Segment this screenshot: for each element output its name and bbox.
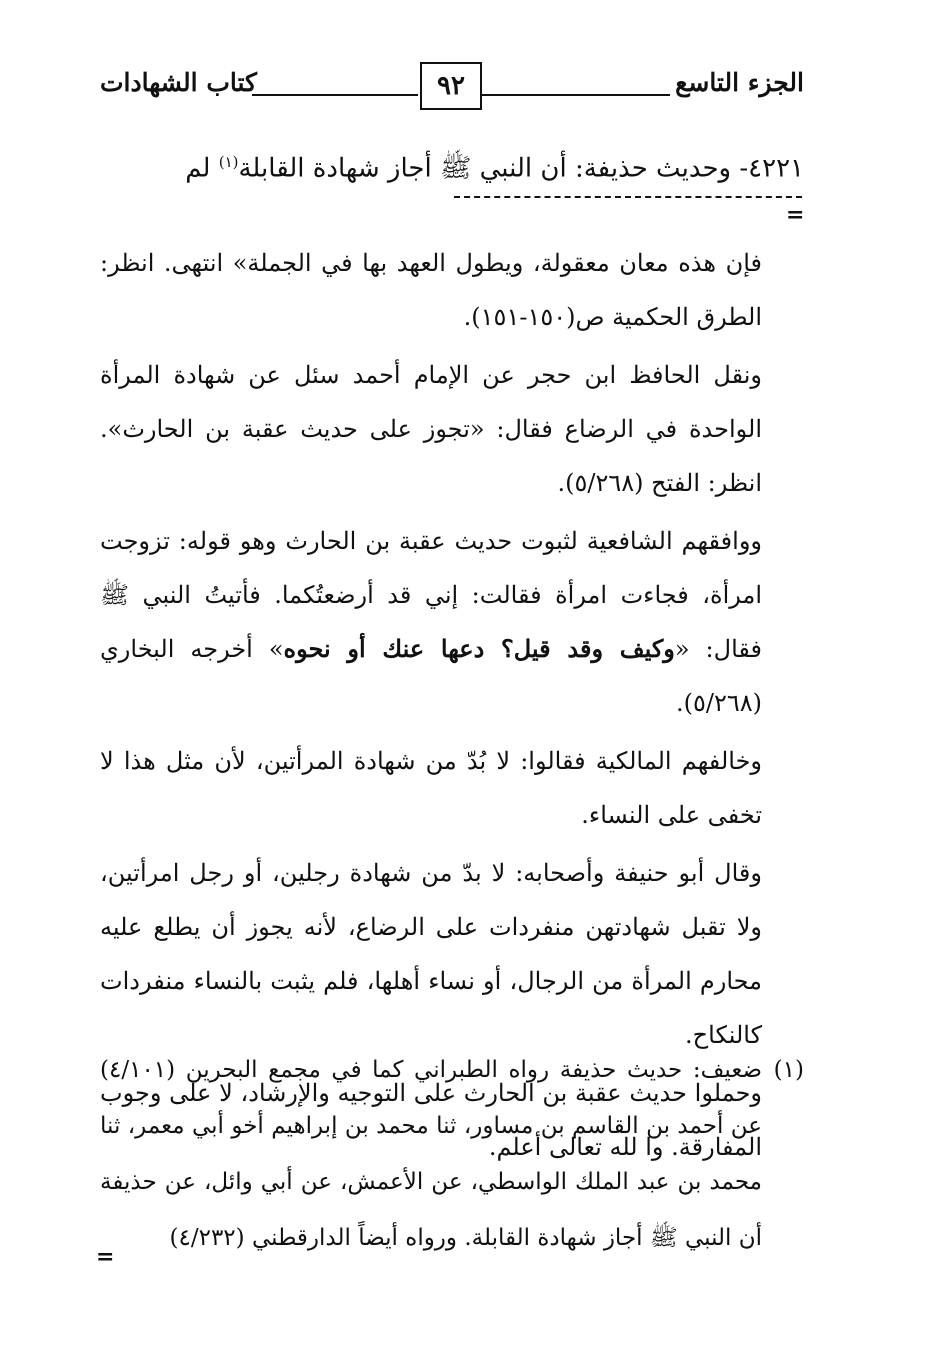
paragraph-5: وقال أبو حنيفة وأصحابه: لا بدّ من شهادة رجلين، أو رجل امرأتين، ولا تقبل شهادتهن منفردات على الرضاع، لأنه يجوز أن يطلع عليه محارم المرأة من الرجال، أو نساء أهلها، فلم يثبت بالنساء منفردات كالنكاح. — [100, 859, 762, 1049]
footnote-separator — [454, 196, 802, 198]
paragraph-2: ونقل الحافظ ابن حجر عن الإمام أحمد سئل عن شهادة المرأة الواحدة في الرضاع فقال: «تجوز على حديث عقبة بن الحارث». انظر: الفتح (٥/٢٦٨). — [100, 361, 762, 497]
running-header-book: كتاب الشهادات — [100, 68, 257, 97]
paragraph-3 — [100, 514, 762, 730]
header-rule-left — [252, 94, 418, 96]
hadith-text: ٤٢٢١- وحديث حذيفة: أن النبي ﷺ أجاز شهادة القابلة — [238, 153, 804, 184]
main-text — [100, 236, 762, 1178]
paragraph-3-source: » أخرجه البخاري (٥/٢٦٨). — [100, 635, 762, 717]
header-rule-right — [480, 94, 670, 96]
hadith-tail: لم — [185, 153, 219, 184]
footnote-marker: (١) — [773, 1057, 804, 1083]
continuation-mark-top: = — [786, 202, 805, 228]
running-header-part: الجزء التاسع — [675, 68, 804, 97]
paragraph-4: وخالفهم المالكية فقالوا: لا بُدّ من شهادة المرأتين، لأن مثل هذا لا تخفى على النساء. — [100, 747, 762, 829]
paragraph-1: فإن هذه معان معقولة، ويطول العهد بها في الجملة» انتهى. انظر: الطرق الحكمية ص(١٥٠-١٥١). — [100, 249, 762, 331]
quoted-hadith: وكيف وقد قيل؟ دعها عنك أو نحوه — [283, 634, 675, 663]
hadith-line — [100, 140, 804, 191]
continuation-mark-bottom: = — [96, 1244, 115, 1270]
paragraph-3-intro: ووافقهم الشافعية لثبوت حديث عقبة بن الحارث وهو قوله: تزوجت امرأة، فجاءت امرأة فقالت: إني قد أرضعتُكما. فأتيتُ النبي ﷺ فقال: « — [100, 527, 763, 663]
page-number: ٩٢ — [420, 62, 482, 110]
footnote-reference[interactable]: (١) — [218, 153, 239, 171]
footnote — [100, 1042, 804, 1266]
paragraph-6: وحملوا حديث عقبة بن الحارث على التوجيه والإرشاد، لا على وجوب المفارقة. وا لله تعالى أعلم. — [100, 1079, 762, 1161]
footnote-text: ضعيف: حديث حذيفة رواه الطبراني كما في مجمع البحرين (٤/١٠١) عن أحمد بن القاسم بن مساور، ثنا محمد بن إبراهيم أخو أبي معمر، ثنا محمد بن عبد الملك الواسطي، عن الأعمش، عن أبي وائل، عن حذيفة أن النبي ﷺ أجاز شهادة القابلة. ورواه أيضاً الدارقطني (٤/٢٣٢) — [100, 1057, 762, 1251]
